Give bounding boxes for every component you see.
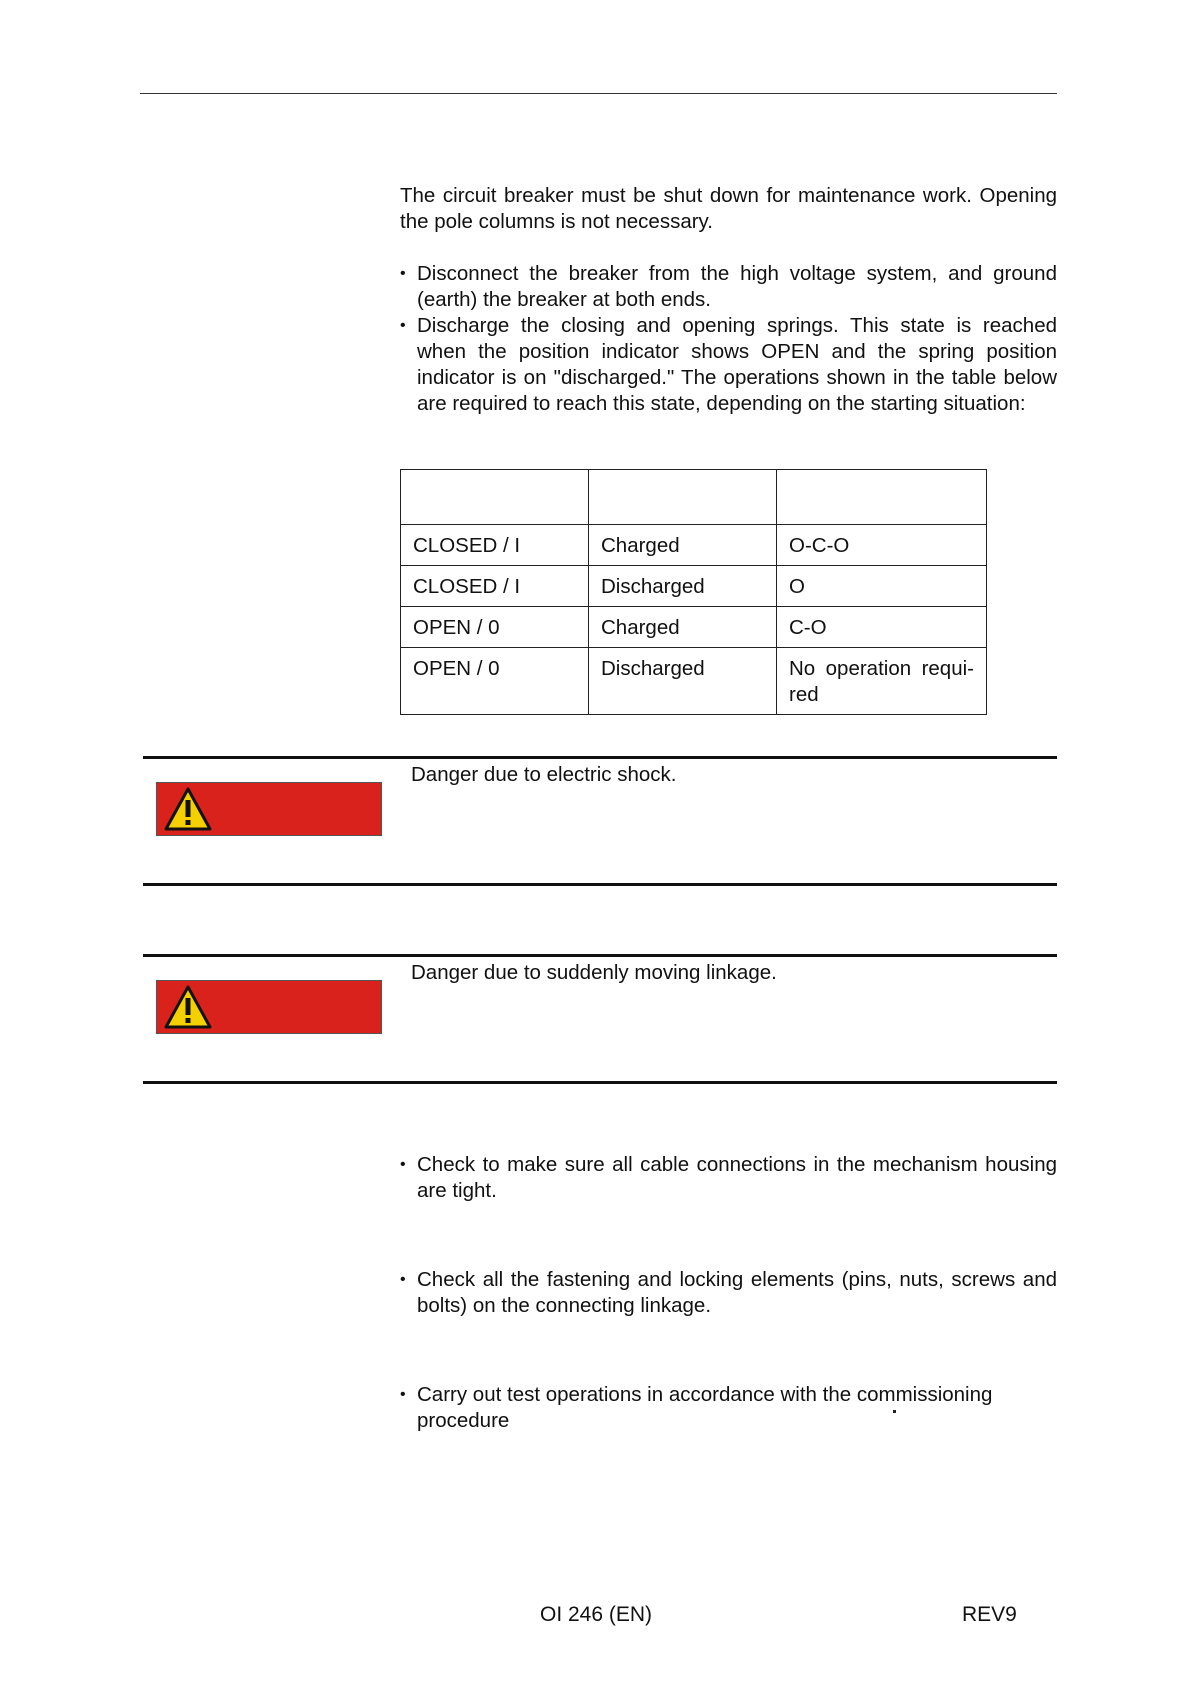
operations-table xyxy=(400,469,987,715)
position-cell: OPEN / 0 xyxy=(401,607,589,648)
warning-triangle-icon xyxy=(163,786,213,832)
danger-text: Danger due to electric shock. xyxy=(411,763,677,786)
document-code: OI 246 (EN) xyxy=(540,1603,653,1626)
danger-badge xyxy=(156,980,382,1034)
list-item: • Check all the fastening and locking elements (pins, nuts, screws and bolts) on the connecting linkage. xyxy=(400,1267,1057,1319)
divider xyxy=(143,1081,1057,1084)
operation-cell: O xyxy=(777,566,987,607)
table-row xyxy=(401,525,987,566)
list-item: • Carry out test operations in accordance with the commissioning procedure xyxy=(400,1382,1057,1434)
warning-triangle-icon xyxy=(163,984,213,1030)
divider xyxy=(143,756,1057,759)
danger-notice-linkage xyxy=(143,954,1057,1084)
danger-notice-electric xyxy=(143,756,1057,886)
preparation-steps xyxy=(400,261,1057,417)
intro-paragraph: The circuit breaker must be shut down for maintenance work. Opening the pole columns is not necessary. xyxy=(400,184,1057,233)
table-header-row xyxy=(401,470,987,525)
table-row xyxy=(401,566,987,607)
check-step xyxy=(400,1267,1057,1319)
position-cell: CLOSED / I xyxy=(401,525,589,566)
spring-state-cell: Charged xyxy=(589,607,777,648)
list-item: • Disconnect the breaker from the high voltage system, and ground (earth) the breaker at both ends. xyxy=(400,261,1057,313)
table-header-cell xyxy=(777,470,987,525)
revision-label: REV9 xyxy=(962,1603,1017,1626)
divider xyxy=(143,954,1057,957)
list-item: • Discharge the closing and opening springs. This state is reached when the position indicator shows OPEN and the spring position indicator is on "discharged." The operations shown in the table below are required to reach this state, depending on the starting situation: xyxy=(400,313,1057,417)
header-rule xyxy=(140,93,1057,94)
stray-dot xyxy=(893,1410,896,1413)
table-header-cell xyxy=(401,470,589,525)
danger-text: Danger due to suddenly moving linkage. xyxy=(411,961,777,984)
operation-cell xyxy=(777,648,987,715)
table-header-cell xyxy=(589,470,777,525)
position-cell: OPEN / 0 xyxy=(401,648,589,715)
check-step xyxy=(400,1152,1057,1204)
divider xyxy=(143,883,1057,886)
operation-text: No operation requi-red xyxy=(789,657,974,706)
danger-badge xyxy=(156,782,382,836)
operation-cell: O-C-O xyxy=(777,525,987,566)
list-item: • Check to make sure all cable connections in the mechanism housing are tight. xyxy=(400,1152,1057,1204)
spring-state-cell: Discharged xyxy=(589,648,777,715)
spring-state-cell: Discharged xyxy=(589,566,777,607)
table-row xyxy=(401,648,987,715)
spring-state-cell: Charged xyxy=(589,525,777,566)
position-cell: CLOSED / I xyxy=(401,566,589,607)
operation-cell: C-O xyxy=(777,607,987,648)
check-step xyxy=(400,1382,1057,1434)
table-row xyxy=(401,607,987,648)
